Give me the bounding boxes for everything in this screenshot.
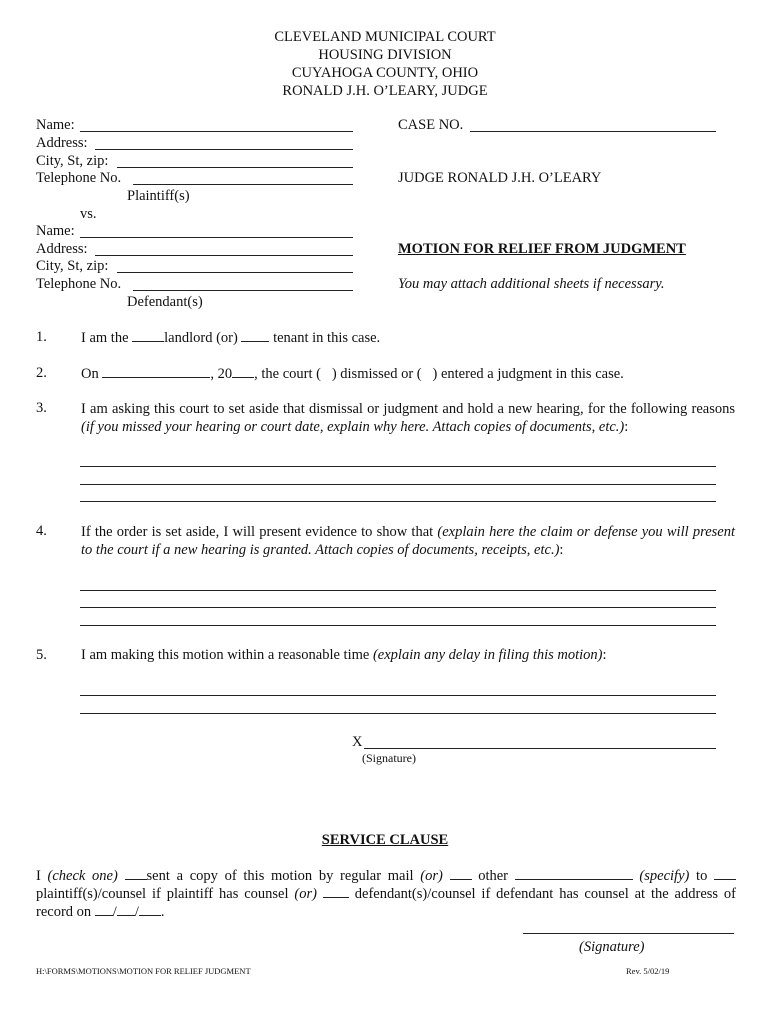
revision-date: Rev. 5/02/19 [626,966,670,976]
evidence-line-2[interactable] [80,607,716,608]
item-2-text: On , 20 , the court ( ) dismissed or ( ) entered a judgment in this case. [81,366,624,382]
item-number-4: 4. [36,523,47,539]
item-number-1: 1. [36,329,47,345]
defendant-address-field[interactable] [95,255,353,256]
plaintiff-phone-label: Telephone No. [36,170,122,186]
evidence-line-1[interactable] [80,590,716,591]
service-signature-field[interactable] [523,933,734,934]
landlord-check-blank[interactable] [132,329,164,342]
motion-title: MOTION FOR RELIEF FROM JUDGMENT [398,241,686,257]
defendant-phone-field[interactable] [133,290,353,291]
reason-line-1[interactable] [80,466,716,467]
other-check-blank[interactable] [450,867,472,880]
item-number-5: 5. [36,647,47,663]
service-day-blank[interactable] [117,903,135,916]
defendant-address-label: Address: [36,241,88,257]
other-method-blank[interactable] [515,867,633,880]
year-blank[interactable] [232,365,254,378]
delay-line-2[interactable] [80,713,716,714]
signature-x-mark: X [352,734,363,750]
plaintiff-address-field[interactable] [95,149,353,150]
plaintiff-role-label: Plaintiff(s) [127,188,190,204]
tenant-check-blank[interactable] [241,329,269,342]
plaintiff-address-label: Address: [36,135,88,151]
defendant-name-field[interactable] [80,237,353,238]
service-clause-title: SERVICE CLAUSE [321,832,449,848]
service-year-blank[interactable] [139,903,161,916]
defendant-role-label: Defendant(s) [127,294,203,310]
evidence-line-3[interactable] [80,625,716,626]
court-name: CLEVELAND MUNICIPAL COURT [274,29,496,45]
defendant-city-label: City, St, zip: [36,258,109,274]
assigned-judge: JUDGE RONALD J.H. O’LEARY [398,170,602,186]
court-header [0,28,770,100]
service-month-blank[interactable] [95,903,113,916]
case-number-label: CASE NO. [398,117,464,133]
form-file-path: H:\FORMS\MOTIONS\MOTION FOR RELIEF JUDGMENT [36,966,251,976]
delay-line-1[interactable] [80,695,716,696]
item-1-text: I am the landlord (or) tenant in this case. [81,330,381,346]
plaintiff-name-field[interactable] [80,131,353,132]
plaintiff-city-label: City, St, zip: [36,153,109,169]
plaintiff-city-field[interactable] [117,167,353,168]
plaintiff-check-blank[interactable] [714,867,736,880]
signature-field[interactable] [364,748,716,749]
item-3-text: I am asking this court to set aside that dismissal or judgment and hold a new hearing, for the following reasons (if you missed your hearing or court date, explain why here. Attach copies of documents, etc.): [81,401,735,435]
defendant-city-field[interactable] [117,272,353,273]
service-clause-text: I (check one) sent a copy of this motion by regular mail (or) other (specify) to plaintiff(s)/counsel if plaintiff has counsel (or) defendant(s)/counsel if defendant has counsel at the address of record on / / . [36,868,737,920]
defendant-phone-label: Telephone No. [36,276,122,292]
service-signature-label: (Signature) [579,939,645,955]
signature-label: (Signature) [362,751,416,765]
plaintiff-phone-field[interactable] [133,184,353,185]
defendant-name-label: Name: [36,223,75,239]
item-4-text: If the order is set aside, I will present evidence to show that (explain here the claim or defense you will present to the court if a new hearing is granted. Attach copies of documents, receipts, etc.): [81,524,735,558]
reason-line-3[interactable] [80,501,716,502]
item-number-3: 3. [36,400,47,416]
versus-label: vs. [80,206,97,222]
reason-line-2[interactable] [80,484,716,485]
attach-note: You may attach additional sheets if necessary. [398,276,665,292]
defendant-check-blank[interactable] [323,885,349,898]
court-judge: RONALD J.H. O’LEARY, JUDGE [282,83,488,99]
case-number-field[interactable] [470,131,716,132]
mail-check-blank[interactable] [125,867,147,880]
court-division: HOUSING DIVISION [318,47,452,63]
judgment-date-blank[interactable] [102,365,210,378]
plaintiff-name-label: Name: [36,117,75,133]
item-5-text: I am making this motion within a reasonable time (explain any delay in filing this motion): [81,647,607,663]
court-county: CUYAHOGA COUNTY, OHIO [291,65,479,81]
item-number-2: 2. [36,365,47,381]
